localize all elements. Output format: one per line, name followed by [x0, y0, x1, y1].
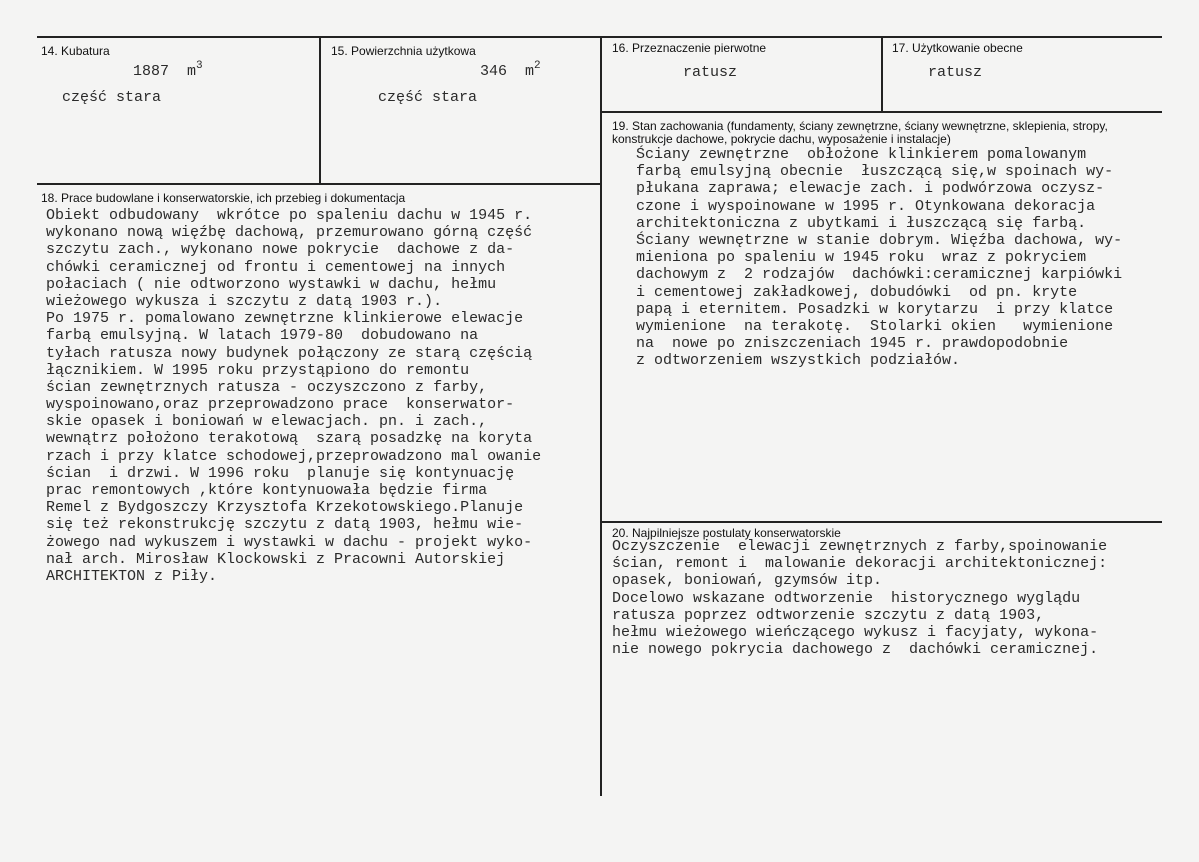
field-18-line: wyspoinowano,oraz przeprowadzono prace konserwator- — [46, 396, 515, 414]
field-19-line: dachowym z 2 rodzajów dachówki:ceramicznej karpiówki — [636, 266, 1123, 284]
field-18-line: nał arch. Mirosław Klockowski z Pracowni Autorskiej — [46, 550, 506, 568]
field-19-line: farbą emulsyjną obecnie łuszczącą się,w spoinach wy- — [636, 163, 1114, 181]
field-19-text — [636, 146, 1122, 369]
field-17-value: ratusz — [928, 64, 983, 81]
field-19-line: mieniona po spaleniu w 1945 roku wraz z pokryciem — [636, 249, 1087, 267]
field-15-number: 346 — [480, 63, 508, 80]
field-19-line: Ściany zewnętrzne obłożone klinkierem pomalowanym — [636, 146, 1087, 163]
rule-above-20 — [601, 521, 1162, 523]
field-14-unit: m — [187, 63, 197, 80]
field-19-line: wymienione na terakotę. Stolarki okien wymienione — [636, 317, 1114, 335]
field-14-label: 14. Kubatura — [41, 44, 110, 58]
field-20-line: ścian, remont i malowanie dekoracji architektonicznej: — [612, 555, 1108, 573]
field-14-value — [133, 60, 203, 80]
field-20-line: Oczyszczenie elewacji zewnętrznych z farby,spoinowanie — [612, 538, 1108, 555]
field-18-label: 18. Prace budowlane i konserwatorskie, ich przebieg i dokumentacja — [41, 191, 406, 205]
field-18-line: wewnątrz położono terakotową szarą posadzkę na koryta — [46, 430, 533, 448]
field-18-line: ścian i drzwi. W 1996 roku planuje się kontynuację — [46, 464, 515, 482]
field-17-label: 17. Użytkowanie obecne — [892, 41, 1023, 55]
field-18-line: rzach i przy klatce schodowej,przeprowadzono mal owanie — [46, 447, 542, 465]
field-19-line: Ściany wewnętrzne w stanie dobrym. Więźba dachowa, wy- — [636, 231, 1123, 249]
field-15-label: 15. Powierzchnia użytkowa — [331, 44, 476, 58]
field-14-note: część stara — [62, 89, 162, 106]
field-20-line: ratusza poprzez odtworzenie szczytu z datą 1903, — [612, 606, 1045, 624]
field-19-line: papą i eternitem. Posadzki w korytarzu i przy klatce — [636, 300, 1114, 318]
field-15-unit-exponent: 2 — [534, 60, 541, 72]
field-19-line: czone i wyspoinowane w 1995 r. Otynkowana dekoracja — [636, 197, 1096, 215]
field-15-note: część stara — [378, 89, 478, 106]
center-divider — [600, 36, 602, 796]
field-20-text — [612, 538, 1107, 658]
field-19-label-line2: konstrukcje dachowe, pokrycie dachu, wyposażenie i instalacje) — [612, 132, 951, 146]
field-16-label: 16. Przeznaczenie pierwotne — [612, 41, 767, 55]
field-16-value: ratusz — [683, 64, 738, 81]
field-18-line: ścian zewnętrznych ratusza - oczyszczono z farby, — [46, 378, 488, 396]
field-20-line: hełmu wieżowego wieńczącego wykusz i facyjaty, wykona- — [612, 623, 1099, 641]
field-18-line: wykonano nową więźbę dachową, przemurowano górną część — [46, 224, 533, 242]
field-18-line: wieżowego wykusza i szczytu z datą 1903 r.). — [46, 292, 443, 310]
field-18-line: się też rekonstrukcję szczytu z datą 1903, hełmu wie- — [46, 516, 524, 534]
field-18-line: chówki ceramicznej od frontu i cementowej na innych — [46, 258, 506, 276]
field-15-unit: m — [525, 63, 535, 80]
field-18-line: Obiekt odbudowany wkrótce po spaleniu dachu w 1945 r. — [46, 207, 533, 224]
field-18-line: żowego nad wykuszem i wystawki w dachu - projekt wyko- — [46, 533, 533, 551]
field-14-number: 1887 — [133, 63, 170, 80]
field-18-line: prac remontowych ,które kontynuowała będzie firma — [46, 482, 488, 499]
field-19-line: płukana zaprawa; elewacje zach. i podwórzowa oczysz- — [636, 180, 1105, 198]
field-20-label: 20. Najpilniejsze postulaty konserwatorskie — [612, 526, 841, 540]
field-18-line: szczytu zach., wykonano nowe pokrycie dachowe z da- — [46, 241, 515, 259]
field-18-line: Remel z Bydgoszczy Krzysztofa Krzekotowskiego.Planuje — [46, 499, 524, 517]
divider-14-15 — [319, 36, 321, 185]
field-20-line: nie nowego pokrycia dachowego z dachówki ceramicznej. — [612, 641, 1099, 659]
divider-16-17 — [881, 36, 883, 113]
field-14-unit-exponent: 3 — [196, 60, 203, 72]
field-18-line: łącznikiem. W 1995 roku przystąpiono do remontu — [46, 361, 470, 379]
field-18-line: ARCHITEKTON z Piły. — [46, 567, 218, 585]
field-19-line: z odtworzeniem wszystkich podziałów. — [636, 352, 961, 370]
field-15-value — [480, 60, 541, 80]
field-20-line: Docelowo wskazane odtworzenie historycznego wyglądu — [612, 589, 1081, 607]
field-18-line: tyłach ratusza nowy budynek połączony ze starą częścią — [46, 344, 533, 362]
field-18-line: Po 1975 r. pomalowano zewnętrzne klinkierowe elewacje — [46, 310, 524, 328]
field-20-line: opasek, boniowań, gzymsów itp. — [612, 572, 883, 590]
field-19-line: na nowe po zniszczeniach 1945 r. prawdopodobnie — [636, 335, 1069, 353]
field-18-line: skie opasek i boniowań w elewacjach. pn. i zach., — [46, 413, 488, 431]
field-18-text — [46, 207, 541, 585]
field-18-line: połaciach ( nie odtworzono wystawki w dachu, hełmu — [46, 275, 497, 293]
field-18-line: farbą emulsyjną. W latach 1979-80 dobudowano na — [46, 327, 479, 345]
field-19-line: architektoniczna z ubytkami i łuszczącą się farbą. — [636, 214, 1087, 232]
field-19-label-line1: 19. Stan zachowania (fundamenty, ściany zewnętrzne, ściany wewnętrzne, sklepienia, stropy, — [612, 119, 1108, 133]
field-19-line: i cementowej zakładkowej, dobudówki od pn. kryte — [636, 283, 1078, 301]
